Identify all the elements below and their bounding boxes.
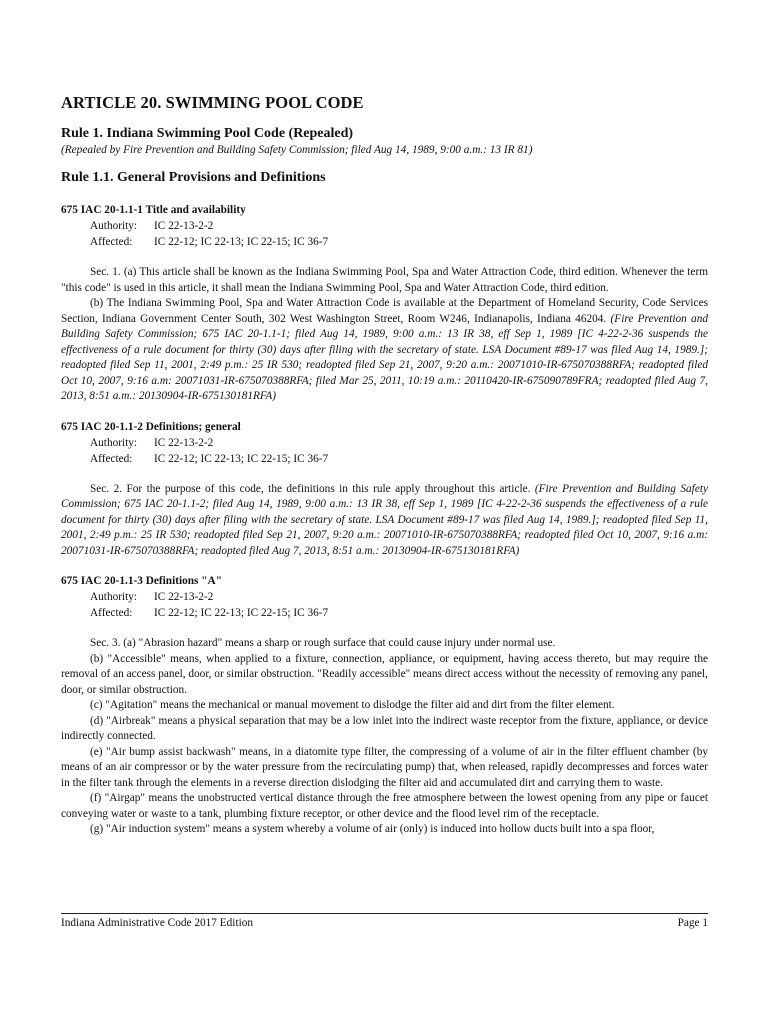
affected-label: Affected: [90,452,133,465]
definition-paragraph: (f) "Airgap" means the unobstructed vertical distance through the free atmosphere between the lowest opening from any pipe or faucet conveying water or waste to a tank, plumbing fixture receptor, or other device and the flood level rim of the receptacle. [61,792,708,820]
authority-label: Authority: [90,436,138,449]
affected-line [90,234,708,250]
authority-label: Authority: [90,220,138,232]
affected-value: IC 22-12; IC 22-13; IC 22-15; IC 36-7 [154,452,329,465]
definition-paragraph: (d) "Airbreak" means a physical separation that may be a low inlet into the indirect waste receptor from the fixture, appliance, or device indirectly connected. [61,714,708,742]
authority-value: IC 22-13-2-2 [154,591,214,603]
section-heading: 675 IAC 20-1.1-3 Definitions "A" [61,575,222,587]
history-note: (Fire Prevention and Building Safety Commission; 675 IAC 20-1.1-1; filed Aug 14, 1989, 9:00 a.m.: 13 IR 38, eff Sep 1, 1989 [IC 4-22-2-36 suspends the effectiveness of a rule document for thirty (30) days after filing with the secretary of state. LSA Document #89-17 was filed Aug 14, 1989.]; readopted filed Sep 11, 2001, 2:49 p.m.: 25 IR 530; readopted filed Sep 21, 2007, 9:20 a.m.: 20071010-IR-675070388RFA; readopted filed Oct 10, 2007, 9:16 a.m: 20071031-IR-675070388RFA; filed Mar 25, 2011, 10:19 a.m.: 20110420-IR-675090789FRA; readopted filed Aug 7, 2013, 8:51 a.m.: 20130904-IR-675130181RFA) [61,312,709,402]
page-number: Page 1 [677,917,708,929]
paragraph [61,296,708,405]
definition-paragraph: (b) "Accessible" means, when applied to a fixture, connection, appliance, or equipment, having access thereto, but may require the removal of an access panel, door, or similar obstruction. "Readily accessible" means direct access without the necessity of removing any panel, door, or similar obstruction. [61,652,708,696]
history-note: (Fire Prevention and Building Safety Commission; 675 IAC 20-1.1-2; filed Aug 14, 1989, 9:00 a.m.: 13 IR 38, eff Sep 1, 1989 [IC 4-22-2-36 suspends the effectiveness of a rule document for thirty (30) days after filing with the secretary of state. LSA Document #89-17 was filed Aug 14, 1989.]; readopted filed Sep 11, 2001, 2:49 p.m.: 25 IR 530; readopted filed Sep 21, 2007, 9:20 a.m.: 20071010-IR-675070388RFA; readopted filed Oct 10, 2007, 9:16 a.m: 20071031-IR-675070388RFA; readopted filed Aug 7, 2013, 8:51 a.m.: 20130904-IR-675130181RFA) [61,482,708,557]
authority-line [90,218,708,234]
definition-paragraph: Sec. 3. (a) "Abrasion hazard" means a sharp or rough surface that could cause injury under normal use. [90,637,556,649]
authority-line [90,435,708,451]
affected-line [90,605,708,621]
authority-value: IC 22-13-2-2 [154,220,214,232]
definition-paragraph: (g) "Air induction system" means a system whereby a volume of air (only) is induced into hollow ducts built into a spa floor, [90,823,655,835]
definition-paragraph: (e) "Air bump assist backwash" means, in a diatomite type filter, the compressing of a volume of air in the filter effluent chamber (by means of an air compressor or by the water pressure from the recirculating pump) that, when released, rapidly decompresses and forces water in the filter tank through the elements in a reverse direction dislodging the filter aid and accumulated dirt and carrying them to waste. [61,745,708,789]
authority-value: IC 22-13-2-2 [154,436,214,449]
paragraph: Sec. 1. (a) This article shall be known as the Indiana Swimming Pool, Spa and Water Attraction Code, third edition. Whenever the term "this code" is used in this article, it shall mean the Indiana Swimming Pool, Spa and Water Attraction Code, third edition. [61,266,708,294]
section-heading: 675 IAC 20-1.1-1 Title and availability [61,204,246,216]
authority-label: Authority: [90,591,138,603]
paragraph-text: (b) The Indiana Swimming Pool, Spa and Water Attraction Code is available at the Department of Homeland Security, Code Services Section, Indiana Government Center South, 302 West Washington Street, Room W246, Indianapolis, Indiana 46204. [61,297,708,325]
rule-1-title: Rule 1. Indiana Swimming Pool Code (Repealed) [61,126,354,141]
page-footer [61,913,708,929]
document-page [61,93,708,838]
paragraph-text: Sec. 2. For the purpose of this code, the definitions in this rule apply throughout this article. [90,482,535,495]
paragraph [61,482,708,560]
footer-edition: Indiana Administrative Code 2017 Edition [61,917,254,929]
rule-1-1-title: Rule 1.1. General Provisions and Definitions [61,170,326,185]
affected-label: Affected: [90,236,133,248]
article-title: ARTICLE 20. SWIMMING POOL CODE [61,93,364,112]
affected-line [90,451,708,467]
affected-label: Affected: [90,607,133,619]
section-heading: 675 IAC 20-1.1-2 Definitions; general [61,420,241,433]
authority-line [90,589,708,605]
definition-paragraph: (c) "Agitation" means the mechanical or manual movement to dislodge the filter aid and dirt from the filter element. [90,699,615,711]
affected-value: IC 22-12; IC 22-13; IC 22-15; IC 36-7 [154,236,329,248]
rule-1-repeal-note: (Repealed by Fire Prevention and Building Safety Commission; filed Aug 14, 1989, 9:00 a.m.: 13 IR 81) [61,144,533,156]
affected-value: IC 22-12; IC 22-13; IC 22-15; IC 36-7 [154,607,329,619]
